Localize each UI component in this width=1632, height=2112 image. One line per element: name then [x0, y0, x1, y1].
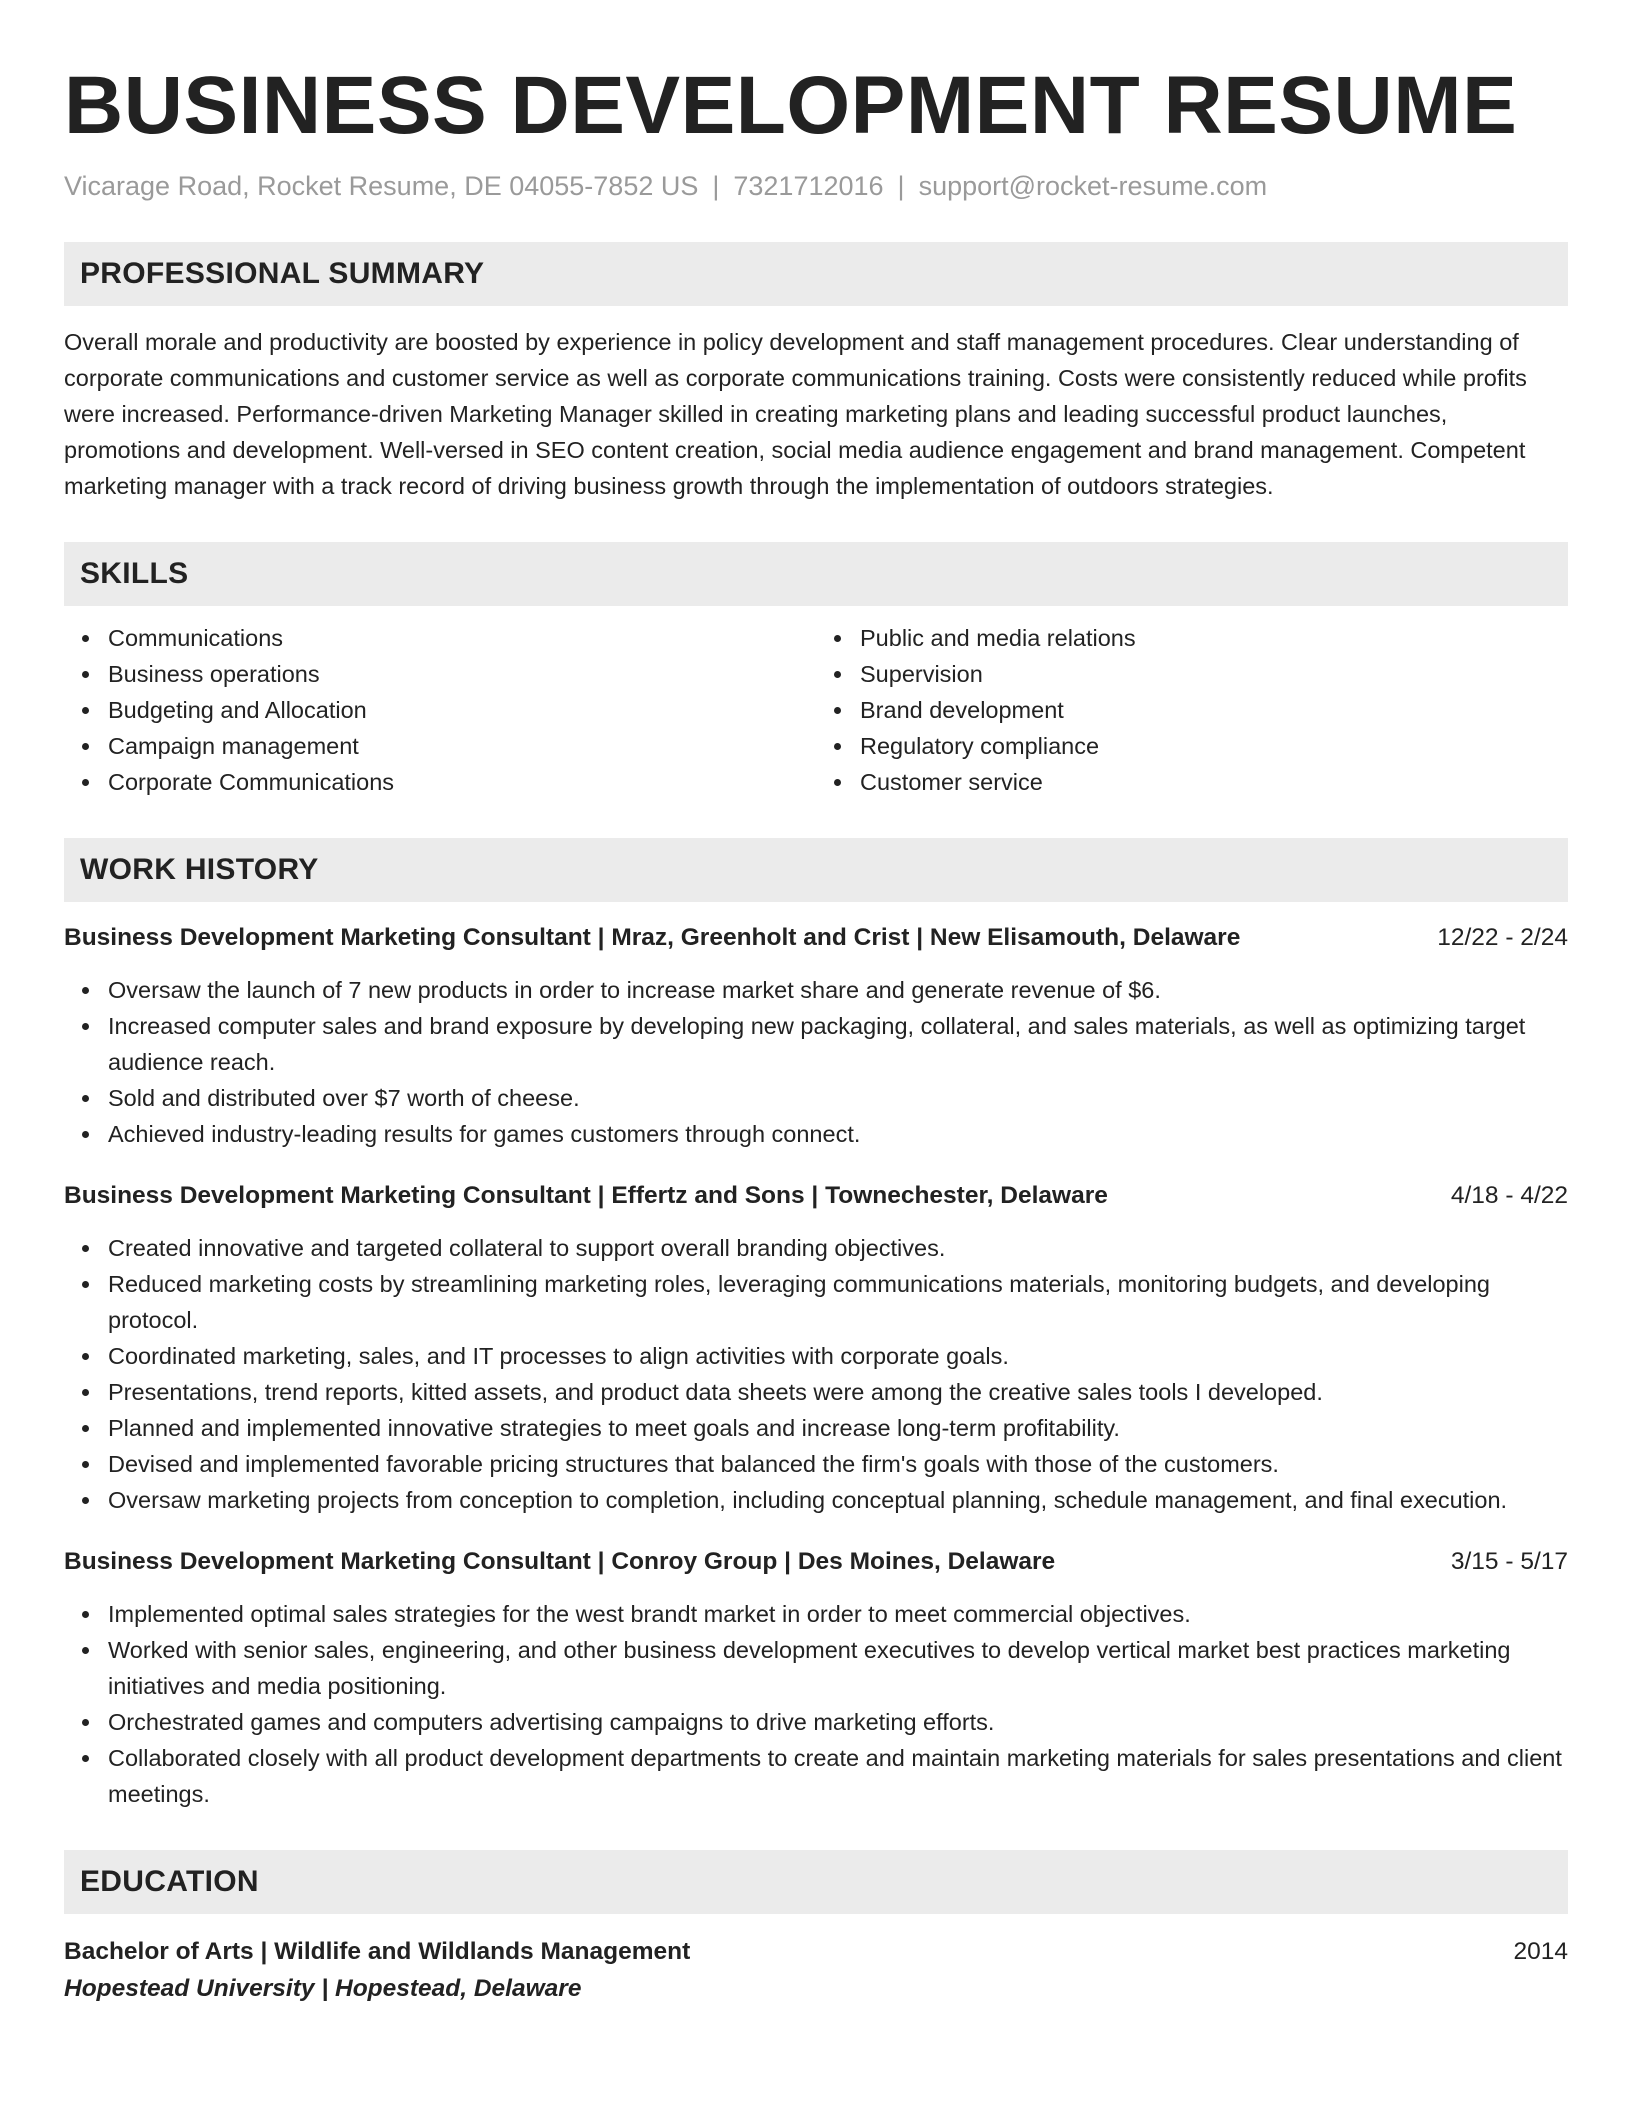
contact-line — [64, 168, 1568, 204]
job-title: Business Development Marketing Consultant | Mraz, Greenholt and Crist | New Elisamouth, Delaware — [64, 924, 1241, 951]
summary-text: Overall morale and productivity are boosted by experience in policy development and staff management procedures. Clear understanding of corporate communications and customer service as well as corporate communications training. Costs were consistently reduced while profits were increased. Performance-driven Marketing Manager skilled in creating marketing plans and leading successful product launches, promotions and development. Well-versed in SEO content creation, social media audience engagement and brand management. Competent marketing manager with a track record of driving business growth through the implementation of outdoors strategies. — [64, 329, 1527, 499]
bullet-item: Business operations — [108, 656, 816, 692]
bullet-item: Devised and implemented favorable pricing structures that balanced the firm's goals with those of the customers. — [108, 1446, 1568, 1482]
bullet-item: Customer service — [860, 764, 1568, 800]
job-bullets — [64, 1596, 1568, 1812]
work-history-list — [64, 920, 1568, 1812]
bullet-item: Created innovative and targeted collateral to support overall branding objectives. — [108, 1230, 1568, 1266]
skills-list-left — [64, 620, 816, 800]
bullet-item: Achieved industry-leading results for games customers through connect. — [108, 1116, 1568, 1152]
job-entry — [64, 920, 1568, 1152]
bullet-item: Implemented optimal sales strategies for the west brandt market in order to meet commercial objectives. — [108, 1596, 1568, 1632]
bullet-item: Sold and distributed over $7 worth of cheese. — [108, 1080, 1568, 1116]
education-heading: EDUCATION — [64, 1850, 1568, 1914]
bullet-item: Reduced marketing costs by streamlining marketing roles, leveraging communications materials, monitoring budgets, and developing protocol. — [108, 1266, 1568, 1338]
education-entry — [64, 1934, 1568, 2008]
bullet-item: Campaign management — [108, 728, 816, 764]
bullet-item: Worked with senior sales, engineering, and other business development executives to develop vertical market best practices marketing initiatives and media positioning. — [108, 1632, 1568, 1704]
contact-separator: | — [712, 171, 720, 201]
job-title: Business Development Marketing Consultant | Effertz and Sons | Townechester, Delaware — [64, 1182, 1108, 1209]
education-year: 2014 — [1513, 1938, 1568, 1965]
bullet-item: Oversaw marketing projects from conception to completion, including conceptual planning, schedule management, and final execution. — [108, 1482, 1568, 1518]
contact-separator: | — [897, 171, 905, 201]
bullet-item: Presentations, trend reports, kitted assets, and product data sheets were among the creative sales tools I developed. — [108, 1374, 1568, 1410]
bullet-item: Oversaw the launch of 7 new products in order to increase market share and generate revenue of $6. — [108, 972, 1568, 1008]
job-dates: 3/15 - 5/17 — [1450, 1548, 1568, 1575]
bullet-item: Brand development — [860, 692, 1568, 728]
bullet-item: Collaborated closely with all product development departments to create and maintain marketing materials for sales presentations and client meetings. — [108, 1740, 1568, 1812]
bullet-item: Increased computer sales and brand exposure by developing new packaging, collateral, and sales materials, as well as optimizing target audience reach. — [108, 1008, 1568, 1080]
education-degree: Bachelor of Arts | Wildlife and Wildlands Management — [64, 1938, 691, 1965]
job-dates: 12/22 - 2/24 — [1437, 924, 1568, 951]
bullet-item: Supervision — [860, 656, 1568, 692]
job-bullets — [64, 972, 1568, 1152]
job-bullets — [64, 1230, 1568, 1518]
resume-title: BUSINESS DEVELOPMENT RESUME — [64, 60, 1518, 151]
bullet-item: Planned and implemented innovative strategies to meet goals and increase long-term profitability. — [108, 1410, 1568, 1446]
skills-heading: SKILLS — [64, 542, 1568, 606]
job-title: Business Development Marketing Consultant | Conroy Group | Des Moines, Delaware — [64, 1548, 1056, 1575]
skills-list-right — [816, 620, 1568, 800]
contact-email: support@rocket-resume.com — [918, 171, 1268, 201]
skills-columns — [64, 620, 1568, 800]
job-entry — [64, 1178, 1568, 1518]
education-school: Hopestead University | Hopestead, Delaware — [64, 1975, 582, 2002]
bullet-item: Orchestrated games and computers advertising campaigns to drive marketing efforts. — [108, 1704, 1568, 1740]
bullet-item: Budgeting and Allocation — [108, 692, 816, 728]
bullet-item: Public and media relations — [860, 620, 1568, 656]
bullet-item: Regulatory compliance — [860, 728, 1568, 764]
job-dates: 4/18 - 4/22 — [1450, 1182, 1568, 1209]
summary-heading: PROFESSIONAL SUMMARY — [64, 242, 1568, 306]
bullet-item: Corporate Communications — [108, 764, 816, 800]
contact-address: Vicarage Road, Rocket Resume, DE 04055-7852 US — [64, 171, 699, 201]
contact-phone: 7321712016 — [733, 171, 884, 201]
work-heading: WORK HISTORY — [64, 838, 1568, 902]
bullet-item: Communications — [108, 620, 816, 656]
bullet-item: Coordinated marketing, sales, and IT processes to align activities with corporate goals. — [108, 1338, 1568, 1374]
job-entry — [64, 1544, 1568, 1812]
